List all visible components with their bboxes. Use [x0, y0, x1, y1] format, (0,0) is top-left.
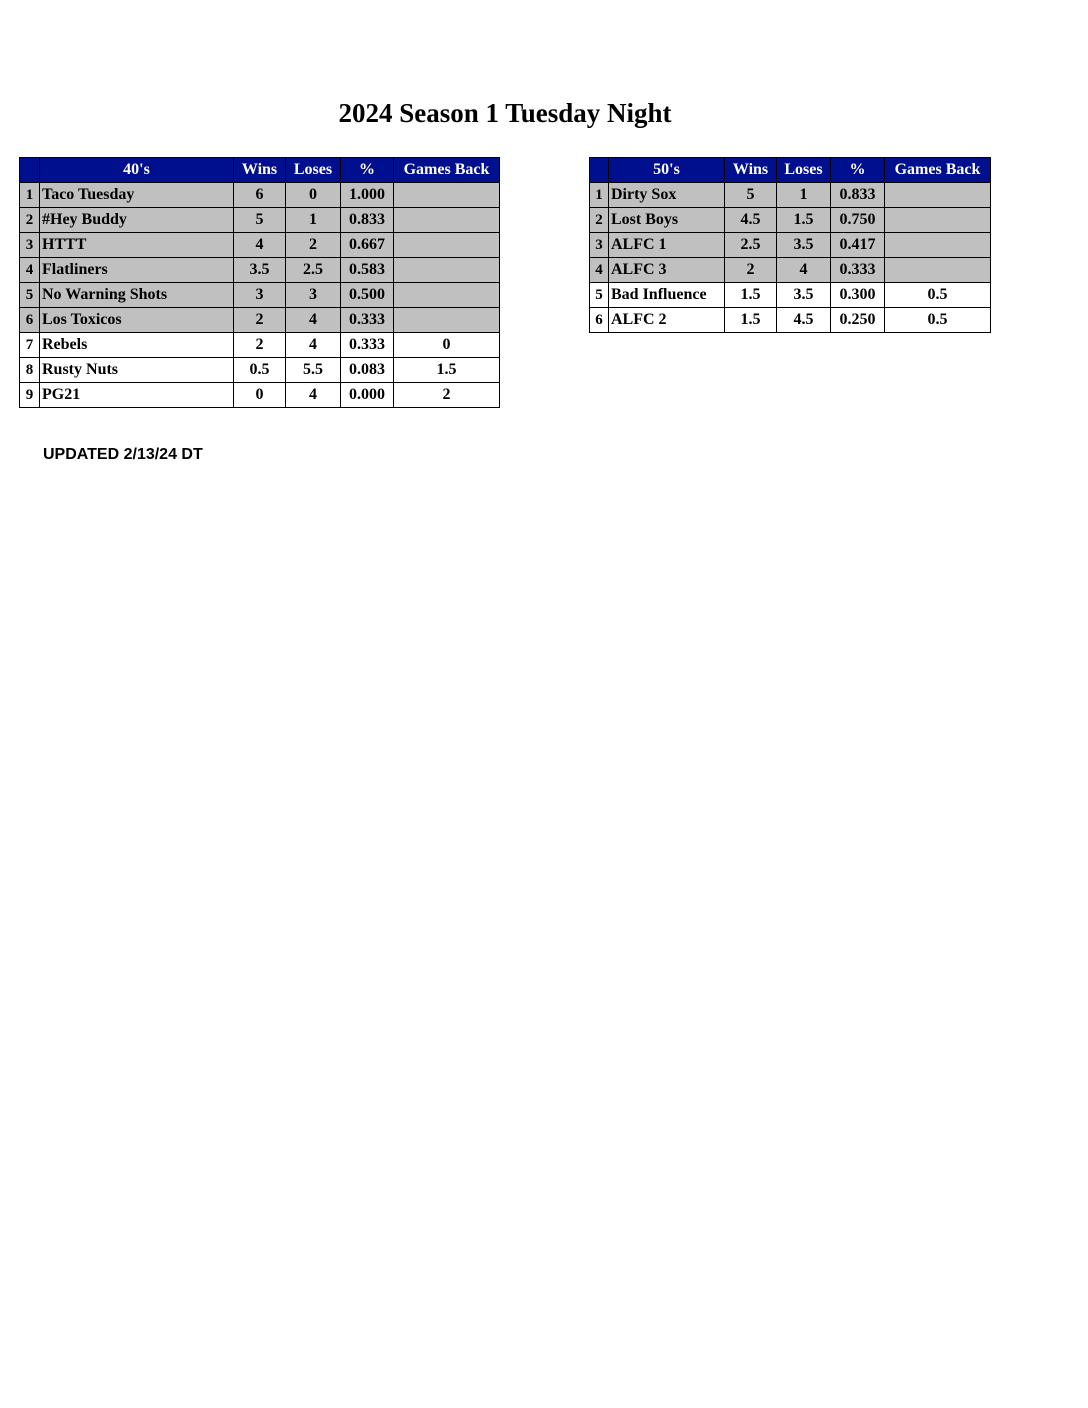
team-name-cell: #Hey Buddy	[40, 208, 234, 233]
pct-cell: 0.583	[341, 258, 394, 283]
division-header: 40's	[40, 158, 234, 183]
loses-cell: 5.5	[286, 358, 341, 383]
table-row	[20, 258, 500, 283]
team-name-cell: Flatliners	[40, 258, 234, 283]
games-back-cell	[885, 233, 991, 258]
table-row	[20, 308, 500, 333]
wins-cell: 3	[234, 283, 286, 308]
wins-cell: 0.5	[234, 358, 286, 383]
loses-cell: 1.5	[777, 208, 831, 233]
team-name-cell: PG21	[40, 383, 234, 408]
games-back-cell	[394, 183, 500, 208]
table-row	[20, 208, 500, 233]
rank-cell: 6	[20, 308, 40, 333]
team-name-cell: ALFC 3	[609, 258, 725, 283]
wins-cell: 4	[234, 233, 286, 258]
games-back-cell	[394, 308, 500, 333]
table-row	[20, 333, 500, 358]
loses-cell: 4.5	[777, 308, 831, 333]
rank-cell: 8	[20, 358, 40, 383]
team-name-cell: Lost Boys	[609, 208, 725, 233]
table-row	[590, 308, 991, 333]
games-back-cell	[394, 208, 500, 233]
team-name-cell: ALFC 2	[609, 308, 725, 333]
games-back-cell: 0	[394, 333, 500, 358]
wins-cell: 2.5	[725, 233, 777, 258]
wins-header: Wins	[234, 158, 286, 183]
games-back-cell	[394, 233, 500, 258]
rank-cell: 1	[590, 183, 609, 208]
loses-cell: 3.5	[777, 233, 831, 258]
loses-cell: 4	[286, 308, 341, 333]
loses-cell: 2	[286, 233, 341, 258]
wins-cell: 2	[234, 333, 286, 358]
rank-cell: 5	[20, 283, 40, 308]
team-name-cell: Bad Influence	[609, 283, 725, 308]
table-row	[590, 283, 991, 308]
pct-cell: 0.500	[341, 283, 394, 308]
team-name-cell: No Warning Shots	[40, 283, 234, 308]
rank-cell: 2	[590, 208, 609, 233]
table-row	[590, 233, 991, 258]
pct-cell: 0.333	[341, 333, 394, 358]
rank-header	[590, 158, 609, 183]
rank-cell: 4	[590, 258, 609, 283]
rank-cell: 6	[590, 308, 609, 333]
loses-cell: 1	[777, 183, 831, 208]
games-back-cell: 0.5	[885, 308, 991, 333]
games-back-header: Games Back	[394, 158, 500, 183]
rank-cell: 5	[590, 283, 609, 308]
wins-cell: 5	[234, 208, 286, 233]
team-name-cell: ALFC 1	[609, 233, 725, 258]
table-header-row	[20, 158, 500, 183]
updated-note: UPDATED 2/13/24 DT	[43, 446, 203, 463]
standings-table-50s	[589, 157, 991, 333]
rank-header	[20, 158, 40, 183]
table-row	[590, 208, 991, 233]
rank-cell: 3	[590, 233, 609, 258]
division-header: 50's	[609, 158, 725, 183]
wins-cell: 6	[234, 183, 286, 208]
games-back-cell	[885, 183, 991, 208]
table-row	[590, 183, 991, 208]
rank-cell: 4	[20, 258, 40, 283]
pct-cell: 0.667	[341, 233, 394, 258]
pct-cell: 0.083	[341, 358, 394, 383]
wins-cell: 5	[725, 183, 777, 208]
pct-cell: 0.417	[831, 233, 885, 258]
wins-cell: 2	[725, 258, 777, 283]
loses-cell: 2.5	[286, 258, 341, 283]
pct-cell: 0.300	[831, 283, 885, 308]
team-name-cell: HTTT	[40, 233, 234, 258]
loses-cell: 4	[286, 333, 341, 358]
loses-cell: 3.5	[777, 283, 831, 308]
table-row	[590, 258, 991, 283]
table-row	[20, 283, 500, 308]
pct-cell: 0.250	[831, 308, 885, 333]
pct-cell: 1.000	[341, 183, 394, 208]
games-back-cell: 0.5	[885, 283, 991, 308]
table-row	[20, 183, 500, 208]
loses-cell: 0	[286, 183, 341, 208]
wins-cell: 1.5	[725, 283, 777, 308]
loses-cell: 3	[286, 283, 341, 308]
games-back-cell	[394, 258, 500, 283]
rank-cell: 9	[20, 383, 40, 408]
pct-cell: 0.833	[831, 183, 885, 208]
pct-cell: 0.333	[831, 258, 885, 283]
wins-cell: 4.5	[725, 208, 777, 233]
rank-cell: 1	[20, 183, 40, 208]
loses-header: Loses	[777, 158, 831, 183]
table-row	[20, 233, 500, 258]
team-name-cell: Rebels	[40, 333, 234, 358]
loses-cell: 4	[777, 258, 831, 283]
pct-cell: 0.833	[341, 208, 394, 233]
rank-cell: 2	[20, 208, 40, 233]
table-header-row	[590, 158, 991, 183]
loses-header: Loses	[286, 158, 341, 183]
pct-header: %	[341, 158, 394, 183]
pct-cell: 0.333	[341, 308, 394, 333]
rank-cell: 7	[20, 333, 40, 358]
games-back-cell: 1.5	[394, 358, 500, 383]
pct-header: %	[831, 158, 885, 183]
pct-cell: 0.750	[831, 208, 885, 233]
games-back-cell	[885, 258, 991, 283]
team-name-cell: Los Toxicos	[40, 308, 234, 333]
wins-cell: 0	[234, 383, 286, 408]
wins-cell: 2	[234, 308, 286, 333]
pct-cell: 0.000	[341, 383, 394, 408]
loses-cell: 4	[286, 383, 341, 408]
table-row	[20, 383, 500, 408]
games-back-cell	[885, 208, 991, 233]
page-title: 2024 Season 1 Tuesday Night	[338, 98, 672, 128]
team-name-cell: Taco Tuesday	[40, 183, 234, 208]
games-back-header: Games Back	[885, 158, 991, 183]
team-name-cell: Dirty Sox	[609, 183, 725, 208]
games-back-cell: 2	[394, 383, 500, 408]
wins-cell: 1.5	[725, 308, 777, 333]
team-name-cell: Rusty Nuts	[40, 358, 234, 383]
rank-cell: 3	[20, 233, 40, 258]
table-row	[20, 358, 500, 383]
wins-header: Wins	[725, 158, 777, 183]
standings-table-40s	[19, 157, 500, 408]
wins-cell: 3.5	[234, 258, 286, 283]
loses-cell: 1	[286, 208, 341, 233]
games-back-cell	[394, 283, 500, 308]
